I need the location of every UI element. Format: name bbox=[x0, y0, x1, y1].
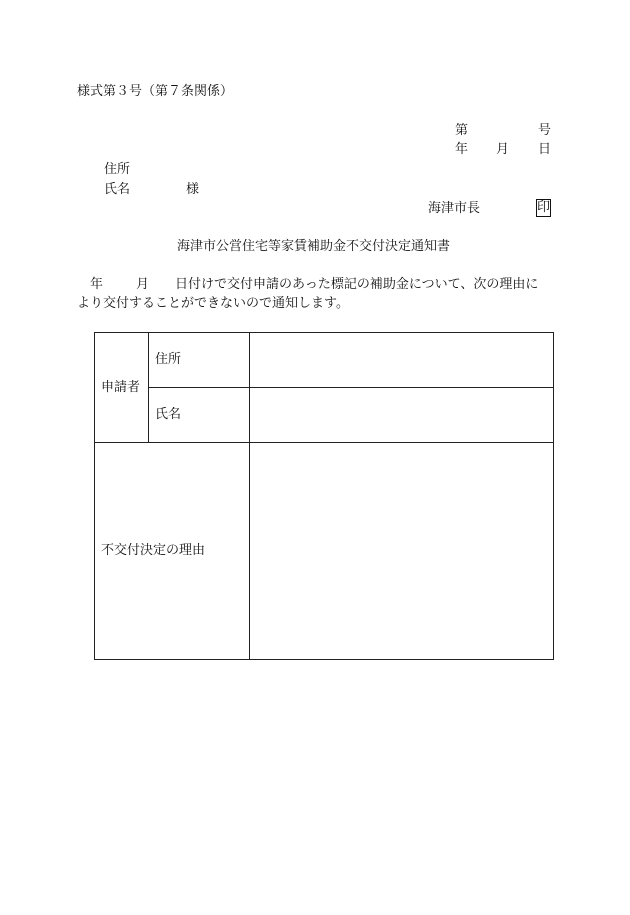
date-day-label: 日 bbox=[538, 142, 552, 157]
notice-body-text-1: 日付けで交付申請のあった標記の補助金について、次の理由に bbox=[175, 277, 539, 292]
address-label-cell bbox=[149, 333, 250, 388]
issuer-title: 海津市長 bbox=[428, 201, 481, 216]
reason-label: 不交付決定の理由 bbox=[101, 543, 206, 558]
document-number-suffix: 号 bbox=[538, 123, 552, 138]
table-row-name bbox=[95, 388, 554, 443]
recipient-honorific: 様 bbox=[186, 182, 200, 197]
recipient-name-label: 氏名 bbox=[104, 182, 131, 197]
applicant-label: 申請者 bbox=[101, 379, 141, 395]
date-year-label: 年 bbox=[455, 142, 469, 157]
application-info-table bbox=[94, 332, 554, 660]
table-row-address bbox=[95, 333, 554, 388]
applicant-address-label: 住所 bbox=[155, 352, 182, 367]
notice-body-line-2: より交付することができないので通知します。 bbox=[77, 296, 349, 311]
reason-field[interactable] bbox=[250, 443, 554, 660]
table-row-reason bbox=[95, 443, 554, 660]
reason-label-cell bbox=[95, 443, 250, 660]
applicant-name-field[interactable] bbox=[250, 388, 554, 443]
applicant-name-label: 氏名 bbox=[155, 407, 182, 422]
notice-year-label: 年 bbox=[90, 277, 104, 292]
date-month-label: 月 bbox=[496, 142, 510, 157]
name-label-cell bbox=[149, 388, 250, 443]
document-number-prefix: 第 bbox=[455, 123, 469, 138]
notice-body-line-1 bbox=[90, 277, 538, 293]
form-number: 様式第３号（第７条関係） bbox=[77, 84, 234, 99]
applicant-label-cell bbox=[95, 333, 149, 443]
document-title: 海津市公営住宅等家賃補助金不交付決定通知書 bbox=[177, 239, 451, 254]
recipient-address-label: 住所 bbox=[104, 162, 131, 177]
notice-month-label: 月 bbox=[136, 277, 150, 292]
official-seal-mark: 印 bbox=[537, 200, 551, 215]
applicant-address-field[interactable] bbox=[250, 333, 554, 388]
